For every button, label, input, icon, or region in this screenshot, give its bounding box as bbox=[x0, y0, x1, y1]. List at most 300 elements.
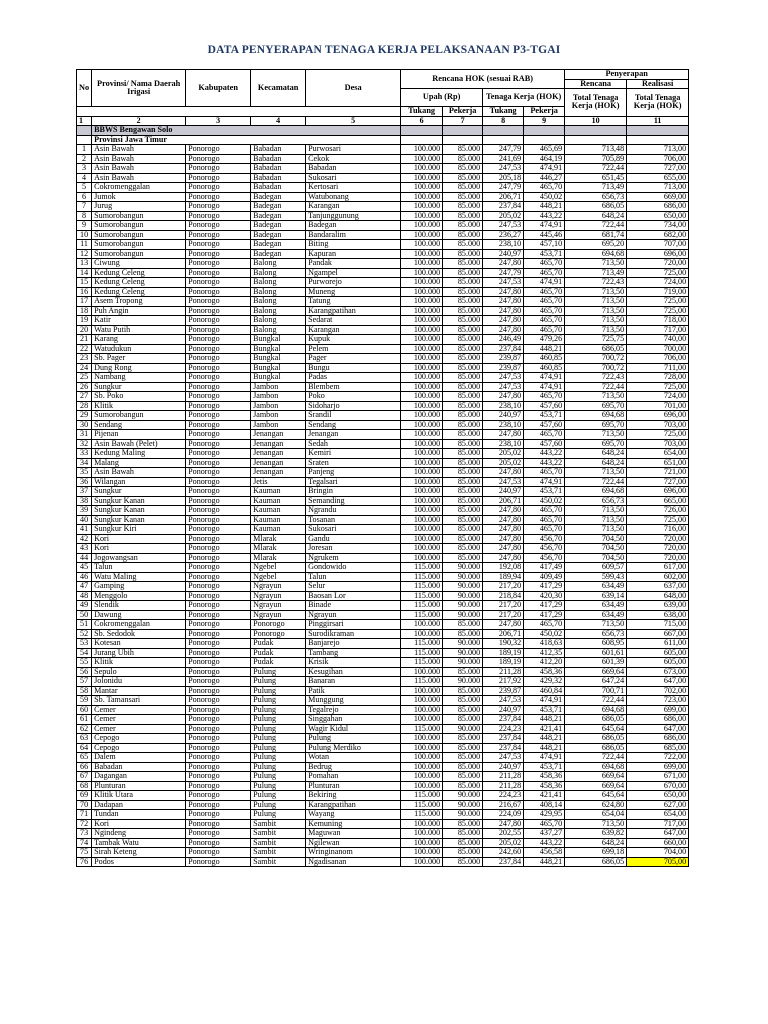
header-tukang-hok: Tukang bbox=[483, 107, 524, 117]
table-row bbox=[77, 392, 689, 402]
table-cell: 100.000 bbox=[401, 781, 443, 791]
table-cell: Ponorogo bbox=[186, 477, 251, 487]
table-cell: Podos bbox=[92, 857, 186, 867]
table-cell: 722,44 bbox=[565, 477, 627, 487]
table-cell: 718,00 bbox=[627, 316, 689, 326]
table-cell: 100.000 bbox=[401, 848, 443, 858]
table-cell: 85.000 bbox=[443, 629, 483, 639]
table-cell: Ponorogo bbox=[186, 563, 251, 573]
table-cell: 460,84 bbox=[524, 686, 565, 696]
table-row bbox=[77, 734, 689, 744]
table-cell: 30 bbox=[77, 420, 92, 430]
table-cell: 417,49 bbox=[524, 563, 565, 573]
table-row bbox=[77, 477, 689, 487]
table-cell: 205,02 bbox=[483, 211, 524, 221]
table-cell: 55 bbox=[77, 658, 92, 668]
table-cell: Jambon bbox=[251, 382, 306, 392]
table-cell: Dalem bbox=[92, 753, 186, 763]
table-cell: Ngindeng bbox=[92, 829, 186, 839]
table-cell: Ponorogo bbox=[186, 249, 251, 259]
table-cell: 85.000 bbox=[443, 221, 483, 231]
table-cell: Sumorobangun bbox=[92, 230, 186, 240]
table-cell: 85.000 bbox=[443, 249, 483, 259]
table-cell: 713,50 bbox=[565, 468, 627, 478]
table-cell: 100.000 bbox=[401, 477, 443, 487]
table-cell: 205,18 bbox=[483, 173, 524, 183]
table-cell: Ponorogo bbox=[186, 164, 251, 174]
table-cell: 722,43 bbox=[565, 373, 627, 383]
table-cell: Jenangan bbox=[251, 458, 306, 468]
table-cell: 100.000 bbox=[401, 401, 443, 411]
table-cell: Sidoharjo bbox=[306, 401, 401, 411]
table-cell: 100.000 bbox=[401, 373, 443, 383]
table-cell: 115.000 bbox=[401, 648, 443, 658]
table-cell: Cemer bbox=[92, 715, 186, 725]
table-row bbox=[77, 439, 689, 449]
table-cell: 437,27 bbox=[524, 829, 565, 839]
table-cell: 26 bbox=[77, 382, 92, 392]
table-cell: 639,00 bbox=[627, 601, 689, 611]
table-cell: 704,50 bbox=[565, 534, 627, 544]
table-cell: Ponorogo bbox=[186, 325, 251, 335]
table-cell: Babadan bbox=[251, 154, 306, 164]
table-cell: 474,91 bbox=[524, 696, 565, 706]
header-kecamatan: Kecamatan bbox=[251, 70, 306, 107]
table-cell: 85.000 bbox=[443, 734, 483, 744]
table-row bbox=[77, 515, 689, 525]
table-cell: Kori bbox=[92, 544, 186, 554]
table-cell: 3 bbox=[77, 164, 92, 174]
table-cell: Selur bbox=[306, 582, 401, 592]
labor-absorption-table bbox=[76, 69, 689, 867]
table-cell: 458,36 bbox=[524, 772, 565, 782]
table-cell: Sungkur bbox=[92, 487, 186, 497]
table-cell: 85.000 bbox=[443, 164, 483, 174]
table-cell: 686,05 bbox=[565, 344, 627, 354]
table-cell: 713,50 bbox=[565, 297, 627, 307]
table-cell: 85.000 bbox=[443, 838, 483, 848]
table-cell: Balong bbox=[251, 268, 306, 278]
table-cell: 696,00 bbox=[627, 487, 689, 497]
table-cell: 699,18 bbox=[565, 848, 627, 858]
table-cell: 247,80 bbox=[483, 392, 524, 402]
table-cell: 224,09 bbox=[483, 810, 524, 820]
table-row bbox=[77, 173, 689, 183]
table-cell: 76 bbox=[77, 857, 92, 867]
table-cell: Asin Bawah bbox=[92, 154, 186, 164]
table-cell: 443,22 bbox=[524, 838, 565, 848]
table-row bbox=[77, 582, 689, 592]
table-cell: Pulung bbox=[251, 677, 306, 687]
table-cell: 10 bbox=[77, 230, 92, 240]
table-cell: Panjeng bbox=[306, 468, 401, 478]
table-cell: Ponorogo bbox=[186, 800, 251, 810]
table-cell: 722,44 bbox=[565, 164, 627, 174]
table-cell: 448,21 bbox=[524, 344, 565, 354]
table-cell: 40 bbox=[77, 515, 92, 525]
table-cell: Kedung Celeng bbox=[92, 287, 186, 297]
table-cell: 52 bbox=[77, 629, 92, 639]
table-cell: Babadan bbox=[251, 173, 306, 183]
table-cell: 115.000 bbox=[401, 591, 443, 601]
table-row bbox=[77, 781, 689, 791]
table-cell: Puh Angin bbox=[92, 306, 186, 316]
table-cell: Kori bbox=[92, 534, 186, 544]
table-cell: 446,27 bbox=[524, 173, 565, 183]
table-cell: 706,00 bbox=[627, 354, 689, 364]
table-cell: 247,80 bbox=[483, 534, 524, 544]
table-cell: Pulung bbox=[251, 800, 306, 810]
table-cell: Sumorobangun bbox=[92, 221, 186, 231]
table-cell: Ngrayun bbox=[306, 610, 401, 620]
table-cell: 189,19 bbox=[483, 658, 524, 668]
table-cell: 634,49 bbox=[565, 601, 627, 611]
table-cell: 725,00 bbox=[627, 515, 689, 525]
table-cell: 686,00 bbox=[627, 202, 689, 212]
table-cell: 206,71 bbox=[483, 496, 524, 506]
table-cell: Cemer bbox=[92, 705, 186, 715]
table-cell: 456,70 bbox=[524, 534, 565, 544]
table-cell: Sirah Keteng bbox=[92, 848, 186, 858]
table-cell: Jenangan bbox=[251, 430, 306, 440]
table-cell: 85.000 bbox=[443, 686, 483, 696]
table-cell: 247,80 bbox=[483, 525, 524, 535]
table-cell: 237,84 bbox=[483, 743, 524, 753]
table-cell: 696,00 bbox=[627, 411, 689, 421]
table-cell: Ponorogo bbox=[186, 211, 251, 221]
table-cell: Sukosari bbox=[306, 173, 401, 183]
table-cell: 443,22 bbox=[524, 211, 565, 221]
table-cell: 713,50 bbox=[565, 325, 627, 335]
table-cell: 192,08 bbox=[483, 563, 524, 573]
table-cell: Ngebel bbox=[251, 563, 306, 573]
table-cell: Sungkur Kanan bbox=[92, 515, 186, 525]
table-cell: Balong bbox=[251, 325, 306, 335]
table-row bbox=[77, 563, 689, 573]
table-cell: 703,00 bbox=[627, 439, 689, 449]
table-cell: Bungkal bbox=[251, 344, 306, 354]
column-number: 3 bbox=[186, 116, 251, 126]
table-cell: Ponorogo bbox=[186, 620, 251, 630]
table-cell: 694,68 bbox=[565, 487, 627, 497]
table-cell: 100.000 bbox=[401, 354, 443, 364]
table-cell: 100.000 bbox=[401, 344, 443, 354]
table-cell: Mlarak bbox=[251, 553, 306, 563]
table-cell: 14 bbox=[77, 268, 92, 278]
table-row bbox=[77, 420, 689, 430]
table-cell: Ponorogo bbox=[186, 202, 251, 212]
table-cell: Cepogo bbox=[92, 743, 186, 753]
table-cell: Sambit bbox=[251, 848, 306, 858]
table-cell: 694,68 bbox=[565, 705, 627, 715]
table-cell: Kesugihan bbox=[306, 667, 401, 677]
table-cell: 704,50 bbox=[565, 553, 627, 563]
table-row bbox=[77, 819, 689, 829]
table-cell: 100.000 bbox=[401, 686, 443, 696]
table-cell: Ponorogo bbox=[186, 401, 251, 411]
table-cell: 100.000 bbox=[401, 734, 443, 744]
table-cell: Pulung Merdiko bbox=[306, 743, 401, 753]
header-penyerapan: Penyerapan bbox=[565, 70, 689, 80]
table-cell: 85.000 bbox=[443, 762, 483, 772]
table-cell: 237,84 bbox=[483, 344, 524, 354]
table-row bbox=[77, 534, 689, 544]
table-cell: 448,21 bbox=[524, 857, 565, 867]
table-cell: 206,71 bbox=[483, 629, 524, 639]
table-cell: Kauman bbox=[251, 506, 306, 516]
table-cell: Joresan bbox=[306, 544, 401, 554]
table-row bbox=[77, 230, 689, 240]
table-cell: 713,50 bbox=[565, 515, 627, 525]
table-cell: 247,80 bbox=[483, 515, 524, 525]
column-number: 9 bbox=[524, 116, 565, 126]
table-cell: Ponorogo bbox=[186, 601, 251, 611]
document-title: DATA PENYERAPAN TENAGA KERJA PELAKSANAAN P3-TGAI bbox=[207, 44, 561, 56]
table-cell: 85.000 bbox=[443, 287, 483, 297]
table-cell: Jogowangsan bbox=[92, 553, 186, 563]
table-cell: 100.000 bbox=[401, 420, 443, 430]
table-cell: 686,05 bbox=[565, 857, 627, 867]
table-cell: 13 bbox=[77, 259, 92, 269]
table-cell: 237,84 bbox=[483, 715, 524, 725]
table-cell: 465,70 bbox=[524, 620, 565, 630]
table-cell: 694,68 bbox=[565, 411, 627, 421]
table-cell: Pulung bbox=[251, 686, 306, 696]
column-number: 5 bbox=[306, 116, 401, 126]
table-cell: Jenangan bbox=[251, 449, 306, 459]
table-cell: 100.000 bbox=[401, 306, 443, 316]
table-cell: 85.000 bbox=[443, 857, 483, 867]
table-cell: 100.000 bbox=[401, 382, 443, 392]
table-cell: 38 bbox=[77, 496, 92, 506]
table-row bbox=[77, 572, 689, 582]
table-cell: 100.000 bbox=[401, 316, 443, 326]
table-cell: Ponorogo bbox=[186, 430, 251, 440]
table-cell: 23 bbox=[77, 354, 92, 364]
table-cell: 85.000 bbox=[443, 487, 483, 497]
table-cell: 90.000 bbox=[443, 601, 483, 611]
table-cell: 417,29 bbox=[524, 582, 565, 592]
table-row bbox=[77, 268, 689, 278]
table-row bbox=[77, 164, 689, 174]
table-cell: 115.000 bbox=[401, 563, 443, 573]
table-cell: Sungkur Kanan bbox=[92, 506, 186, 516]
table-cell: Ponorogo bbox=[186, 306, 251, 316]
table-cell: 702,00 bbox=[627, 686, 689, 696]
table-row bbox=[77, 696, 689, 706]
table-cell: Ponorogo bbox=[251, 620, 306, 630]
table-cell: 654,04 bbox=[565, 810, 627, 820]
table-cell: 247,53 bbox=[483, 373, 524, 383]
table-cell: 100.000 bbox=[401, 411, 443, 421]
table-cell: 694,68 bbox=[565, 249, 627, 259]
table-cell: 247,53 bbox=[483, 164, 524, 174]
table-cell: 660,00 bbox=[627, 838, 689, 848]
table-cell: Jambon bbox=[251, 392, 306, 402]
table-row bbox=[77, 325, 689, 335]
table-cell: 69 bbox=[77, 791, 92, 801]
table-cell: 722,44 bbox=[565, 221, 627, 231]
table-cell: 71 bbox=[77, 810, 92, 820]
table-cell: 205,02 bbox=[483, 838, 524, 848]
table-cell: Jumok bbox=[92, 192, 186, 202]
table-cell: 703,00 bbox=[627, 420, 689, 430]
table-cell: 85.000 bbox=[443, 325, 483, 335]
table-cell: 100.000 bbox=[401, 211, 443, 221]
table-cell: 100.000 bbox=[401, 392, 443, 402]
table-cell: 695,70 bbox=[565, 401, 627, 411]
table-cell: 611,00 bbox=[627, 639, 689, 649]
table-cell: 34 bbox=[77, 458, 92, 468]
table-cell: 218,84 bbox=[483, 591, 524, 601]
table-row bbox=[77, 743, 689, 753]
table-cell: 247,80 bbox=[483, 506, 524, 516]
column-number: 4 bbox=[251, 116, 306, 126]
table-cell: 719,00 bbox=[627, 287, 689, 297]
table-cell: 647,00 bbox=[627, 724, 689, 734]
table-cell: Ponorogo bbox=[251, 629, 306, 639]
header-tukang-upah: Tukang bbox=[401, 107, 443, 117]
table-cell: 601,39 bbox=[565, 658, 627, 668]
table-row bbox=[77, 810, 689, 820]
table-cell: 474,91 bbox=[524, 221, 565, 231]
table-cell: 85.000 bbox=[443, 363, 483, 373]
table-cell: Ponorogo bbox=[186, 724, 251, 734]
table-cell: Watudukun bbox=[92, 344, 186, 354]
table-cell: Dagangan bbox=[92, 772, 186, 782]
table-cell: Watu Putih bbox=[92, 325, 186, 335]
table-cell: 650,00 bbox=[627, 211, 689, 221]
table-cell: 465,70 bbox=[524, 259, 565, 269]
column-number: 10 bbox=[565, 116, 627, 126]
table-cell: 85.000 bbox=[443, 458, 483, 468]
table-cell: 727,00 bbox=[627, 477, 689, 487]
table-cell: 31 bbox=[77, 430, 92, 440]
table-cell: 421,41 bbox=[524, 791, 565, 801]
table-cell: 448,21 bbox=[524, 202, 565, 212]
table-cell: 682,00 bbox=[627, 230, 689, 240]
column-number: 7 bbox=[443, 116, 483, 126]
table-cell: 656,73 bbox=[565, 629, 627, 639]
table-cell: 100.000 bbox=[401, 145, 443, 155]
table-cell: 457,60 bbox=[524, 439, 565, 449]
table-cell: Badegan bbox=[251, 240, 306, 250]
table-cell: Klitik bbox=[92, 658, 186, 668]
table-cell: 713,49 bbox=[565, 268, 627, 278]
table-cell: 7 bbox=[77, 202, 92, 212]
table-cell: 189,94 bbox=[483, 572, 524, 582]
table-cell: 247,80 bbox=[483, 544, 524, 554]
table-cell: 115.000 bbox=[401, 610, 443, 620]
table-cell: 704,00 bbox=[627, 848, 689, 858]
table-cell: Tegalrejo bbox=[306, 705, 401, 715]
table-cell: Sendang bbox=[306, 420, 401, 430]
header-kabupaten: Kabupaten bbox=[186, 70, 251, 107]
table-cell: 237,84 bbox=[483, 857, 524, 867]
table-cell: 100.000 bbox=[401, 620, 443, 630]
table-cell: 85.000 bbox=[443, 278, 483, 288]
table-cell: Babadan bbox=[251, 164, 306, 174]
header-rencana-hok: Rencana HOK (sesuai RAB) bbox=[401, 70, 565, 89]
table-cell: 686,05 bbox=[565, 734, 627, 744]
table-cell: Pulung bbox=[251, 734, 306, 744]
table-cell: 464,19 bbox=[524, 154, 565, 164]
table-cell: Ponorogo bbox=[186, 183, 251, 193]
table-cell: 448,21 bbox=[524, 743, 565, 753]
table-cell: Jambon bbox=[251, 411, 306, 421]
table-row bbox=[77, 525, 689, 535]
table-cell: 456,70 bbox=[524, 544, 565, 554]
table-cell: 240,97 bbox=[483, 411, 524, 421]
table-cell: Sb. Pager bbox=[92, 354, 186, 364]
table-cell: 667,00 bbox=[627, 629, 689, 639]
table-cell: 100.000 bbox=[401, 240, 443, 250]
table-cell: 63 bbox=[77, 734, 92, 744]
table-cell: Ponorogo bbox=[186, 772, 251, 782]
table-row bbox=[77, 639, 689, 649]
table-cell: 100.000 bbox=[401, 202, 443, 212]
table-row bbox=[77, 677, 689, 687]
table-cell: 85.000 bbox=[443, 525, 483, 535]
table-cell: Sedarat bbox=[306, 316, 401, 326]
header-rencana: Rencana bbox=[565, 79, 627, 89]
table-cell: 100.000 bbox=[401, 439, 443, 449]
table-cell: 43 bbox=[77, 544, 92, 554]
table-cell: Ponorogo bbox=[186, 449, 251, 459]
table-cell: 448,21 bbox=[524, 734, 565, 744]
table-cell: 474,91 bbox=[524, 164, 565, 174]
table-cell: Banjarejo bbox=[306, 639, 401, 649]
table-cell: Talun bbox=[92, 563, 186, 573]
table-cell: 648,00 bbox=[627, 591, 689, 601]
table-cell: 85.000 bbox=[443, 306, 483, 316]
table-cell: Ponorogo bbox=[186, 639, 251, 649]
table-cell: 90.000 bbox=[443, 810, 483, 820]
table-cell: 247,80 bbox=[483, 297, 524, 307]
table-cell: 39 bbox=[77, 506, 92, 516]
table-row bbox=[77, 610, 689, 620]
table-cell: 85.000 bbox=[443, 401, 483, 411]
table-cell: Wagir Kidul bbox=[306, 724, 401, 734]
table-cell: Sb. Tamansari bbox=[92, 696, 186, 706]
table-cell: Ponorogo bbox=[186, 278, 251, 288]
table-row bbox=[77, 259, 689, 269]
table-cell: 90.000 bbox=[443, 591, 483, 601]
table-cell: Banaran bbox=[306, 677, 401, 687]
table-cell: 85.000 bbox=[443, 154, 483, 164]
header-pekerja-hok: Pekerja bbox=[524, 107, 565, 117]
table-cell: 85.000 bbox=[443, 259, 483, 269]
table-cell: 211,28 bbox=[483, 781, 524, 791]
table-cell: Babadan bbox=[92, 762, 186, 772]
table-cell: 100.000 bbox=[401, 525, 443, 535]
table-cell: 85.000 bbox=[443, 297, 483, 307]
table-cell: 90.000 bbox=[443, 563, 483, 573]
table-cell: 61 bbox=[77, 715, 92, 725]
table-cell: Sb. Sedodok bbox=[92, 629, 186, 639]
table-cell: 453,71 bbox=[524, 411, 565, 421]
table-row bbox=[77, 620, 689, 630]
table-cell: 100.000 bbox=[401, 363, 443, 373]
table-cell: 100.000 bbox=[401, 297, 443, 307]
table-cell: 453,71 bbox=[524, 762, 565, 772]
table-row bbox=[77, 306, 689, 316]
table-cell: 634,49 bbox=[565, 610, 627, 620]
table-cell: 699,00 bbox=[627, 705, 689, 715]
table-cell: 453,71 bbox=[524, 705, 565, 715]
table-cell: 669,64 bbox=[565, 667, 627, 677]
table-cell: 725,00 bbox=[627, 297, 689, 307]
